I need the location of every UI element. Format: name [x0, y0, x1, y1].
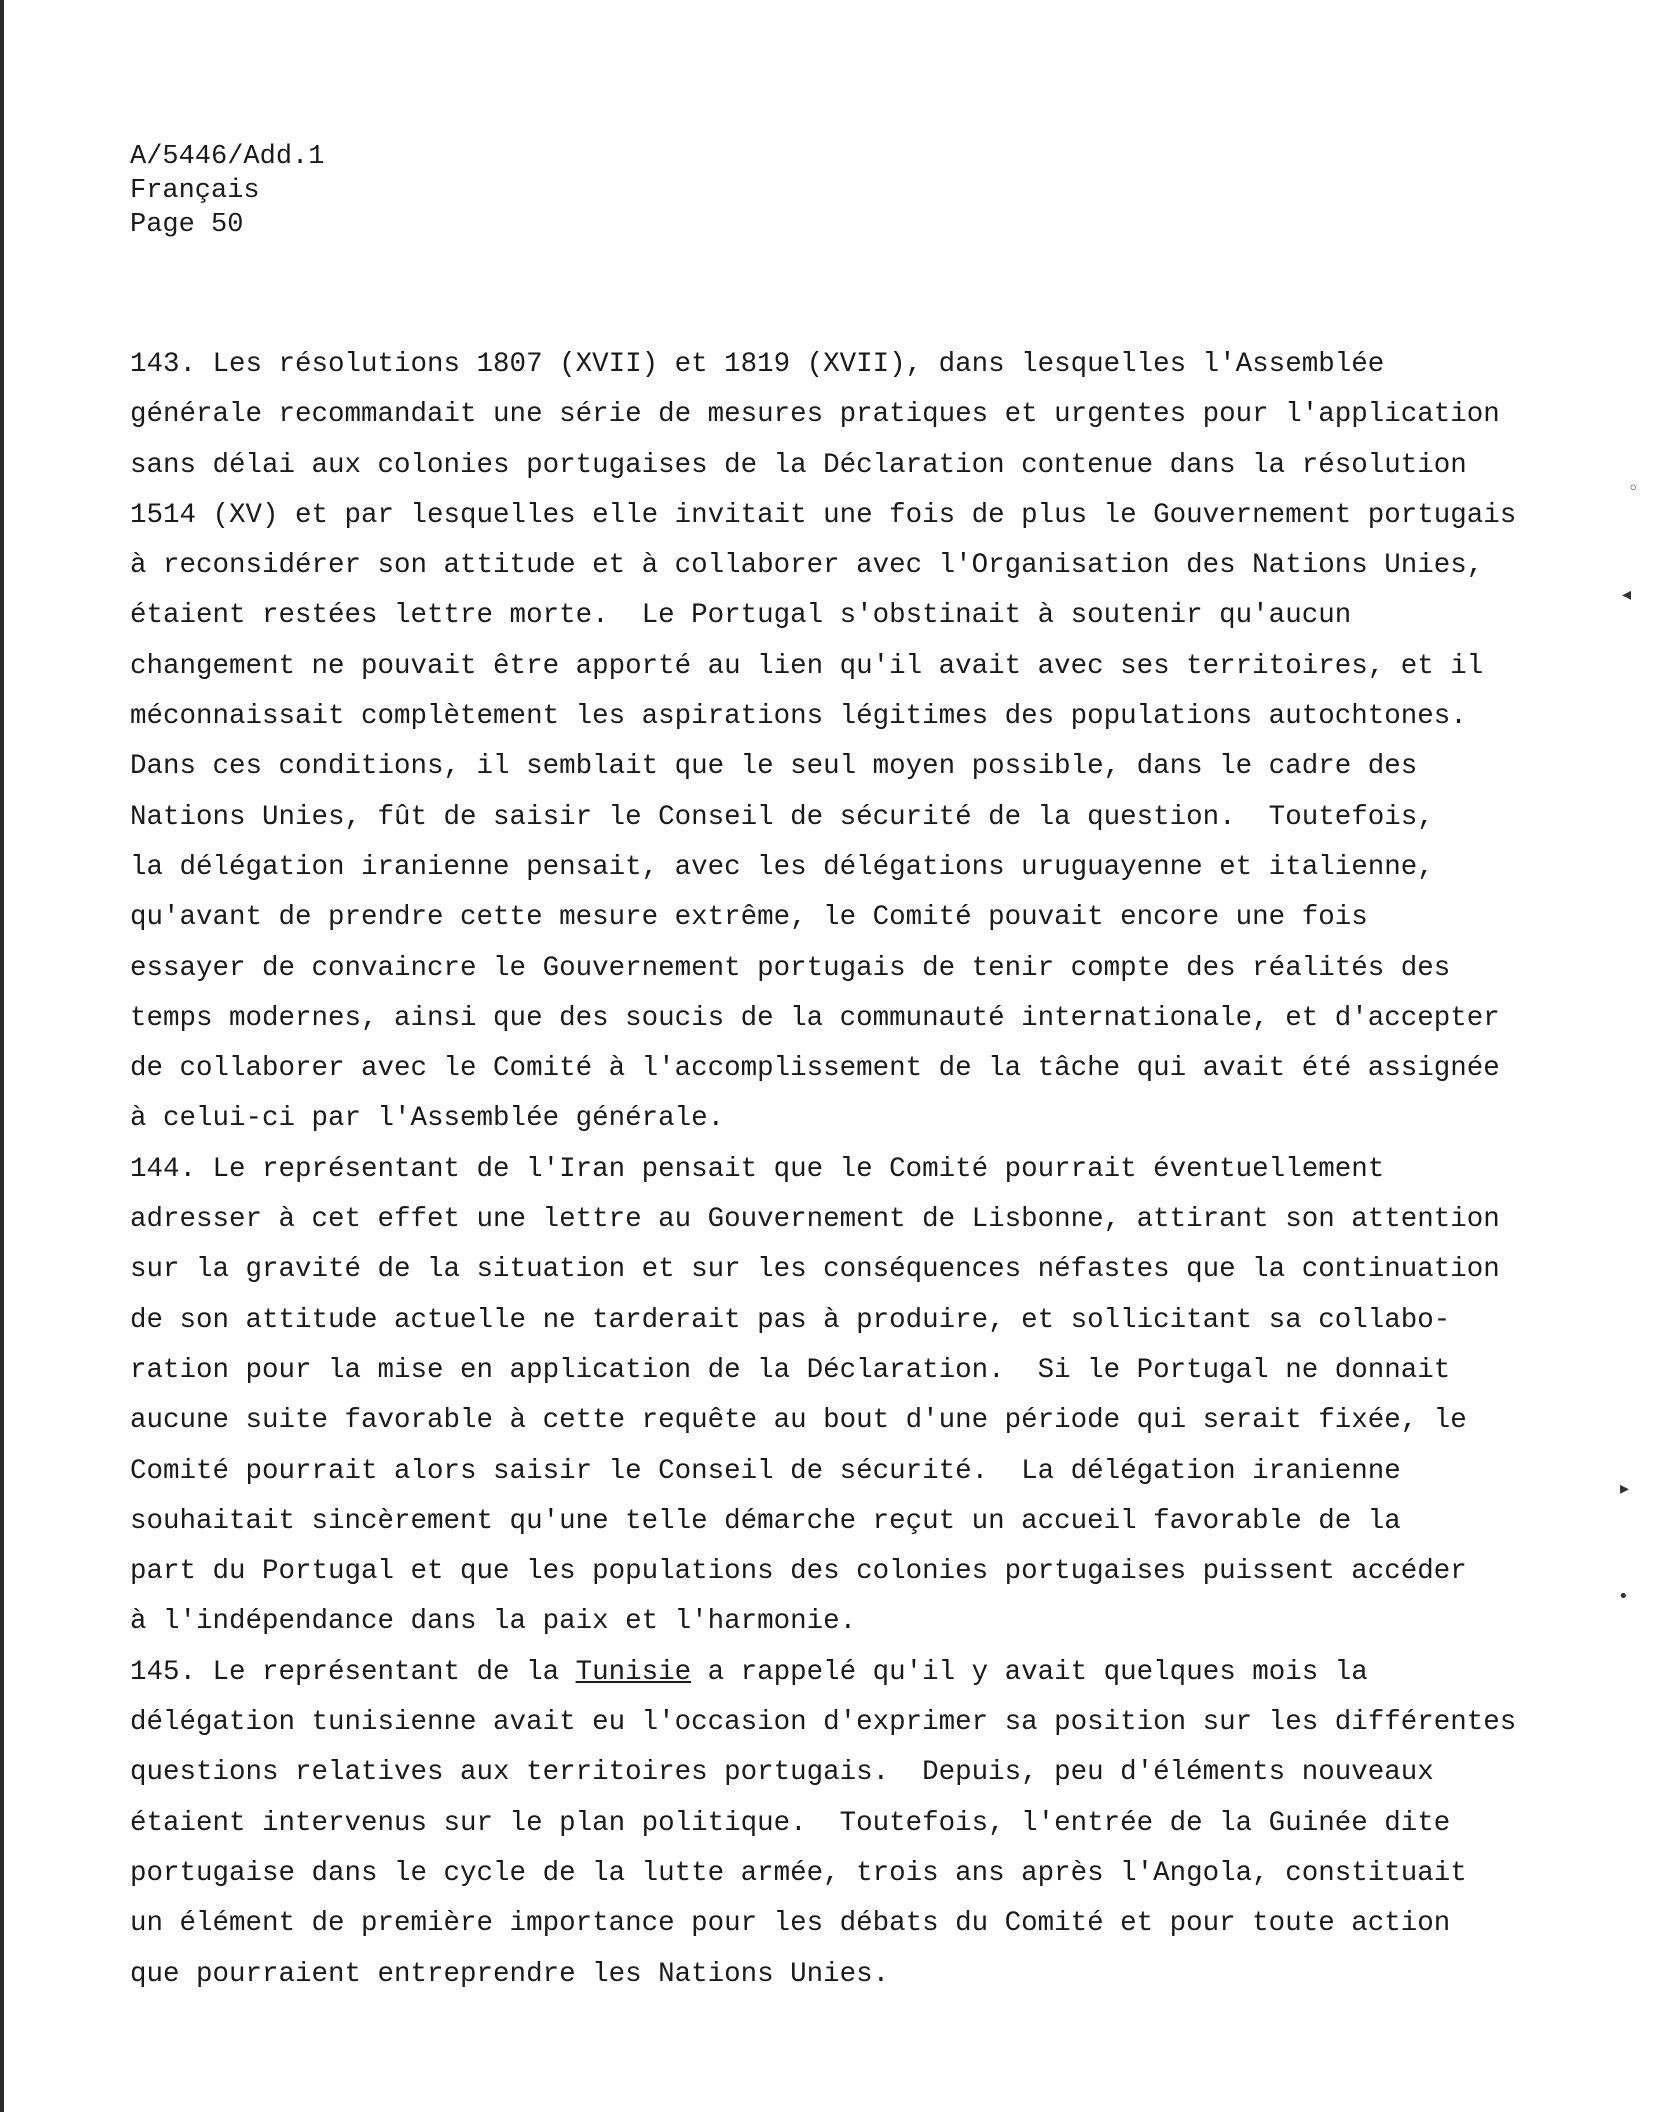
page-number: Page 50	[130, 210, 244, 240]
text-line: un élément de première importance pour les débats du Comité et pour toute action	[130, 1908, 1451, 1940]
text-line: Nations Unies, fût de saisir le Conseil de sécurité de la question. Toutefois,	[130, 801, 1434, 833]
text-line: de collaborer avec le Comité à l'accomplissement de la tâche qui avait été assignée	[130, 1053, 1500, 1085]
text-line: essayer de convaincre le Gouvernement portugais de tenir compte des réalités des	[130, 952, 1451, 984]
text-line: portugaise dans le cycle de la lutte armée, trois ans après l'Angola, constituait	[130, 1857, 1467, 1889]
document-body	[130, 340, 1550, 2000]
text-line: changement ne pouvait être apporté au lien qu'il avait avec ses territoires, et il	[130, 650, 1484, 682]
document-language: Français	[130, 176, 260, 206]
text-line: que pourraient entreprendre les Nations Unies.	[130, 1958, 890, 1990]
scan-speck: •	[1618, 1586, 1629, 1607]
text-line: la délégation iranienne pensait, avec les délégations uruguayenne et italienne,	[130, 851, 1434, 883]
text-line: part du Portugal et que les populations des colonies portugaises puissent accéder	[130, 1556, 1467, 1588]
text-line: méconnaissait complètement les aspirations légitimes des populations autochtones.	[130, 701, 1467, 733]
paragraph-145	[130, 1648, 1550, 2000]
text-line: 1514 (XV) et par lesquelles elle invitait une fois de plus le Gouvernement portugais	[130, 499, 1517, 531]
text-segment: a rappelé qu'il y avait quelques mois la	[691, 1656, 1368, 1688]
text-segment: 145. Le représentant de la	[130, 1656, 576, 1688]
scan-edge	[0, 0, 4, 2112]
paragraph-144	[130, 1145, 1550, 1648]
text-line: qu'avant de prendre cette mesure extrême, le Comité pouvait encore une fois	[130, 902, 1368, 934]
text-line: à celui-ci par l'Assemblée générale.	[130, 1103, 725, 1135]
text-line: étaient intervenus sur le plan politique. Toutefois, l'entrée de la Guinée dite	[130, 1807, 1451, 1839]
text-line: à reconsidérer son attitude et à collaborer avec l'Organisation des Nations Unies,	[130, 550, 1484, 582]
scan-speck: ▸	[1620, 1478, 1630, 1499]
text-line: étaient restées lettre morte. Le Portugal s'obstinait à soutenir qu'aucun	[130, 600, 1352, 632]
text-line	[130, 1648, 1550, 1698]
text-line: 143. Les résolutions 1807 (XVII) et 1819 (XVII), dans lesquelles l'Assemblée	[130, 349, 1385, 380]
text-line: délégation tunisienne avait eu l'occasion d'exprimer sa position sur les différentes	[130, 1707, 1517, 1739]
paragraph-143	[130, 340, 1550, 1145]
text-line: questions relatives aux territoires portugais. Depuis, peu d'éléments nouveaux	[130, 1757, 1434, 1789]
text-line: générale recommandait une série de mesures pratiques et urgentes pour l'application	[130, 399, 1500, 431]
scan-speck: ◦	[1628, 478, 1639, 499]
text-line: Dans ces conditions, il semblait que le seul moyen possible, dans le cadre des	[130, 751, 1418, 783]
scan-speck: ◂	[1622, 584, 1632, 605]
text-line: 144. Le représentant de l'Iran pensait que le Comité pourrait éventuellement	[130, 1153, 1385, 1185]
text-line: sur la gravité de la situation et sur les conséquences néfastes que la continuation	[130, 1254, 1500, 1286]
text-line: aucune suite favorable à cette requête au bout d'une période qui serait fixée, le	[130, 1405, 1467, 1437]
text-line: ration pour la mise en application de la Déclaration. Si le Portugal ne donnait	[130, 1354, 1451, 1386]
text-line: à l'indépendance dans la paix et l'harmonie.	[130, 1606, 857, 1638]
text-line: adresser à cet effet une lettre au Gouvernement de Lisbonne, attirant son attention	[130, 1204, 1500, 1236]
text-line: souhaitait sincèrement qu'une telle démarche reçut un accueil favorable de la	[130, 1505, 1401, 1537]
text-line: Comité pourrait alors saisir le Conseil de sécurité. La délégation iranienne	[130, 1455, 1401, 1487]
document-symbol: A/5446/Add.1	[130, 142, 325, 172]
underlined-country-name: Tunisie	[575, 1656, 692, 1688]
text-line: de son attitude actuelle ne tarderait pas à produire, et sollicitant sa collabo-	[130, 1304, 1451, 1336]
text-line: temps modernes, ainsi que des soucis de la communauté internationale, et d'accepter	[130, 1002, 1500, 1034]
document-header	[130, 140, 324, 242]
text-line: sans délai aux colonies portugaises de la Déclaration contenue dans la résolution	[130, 449, 1467, 481]
